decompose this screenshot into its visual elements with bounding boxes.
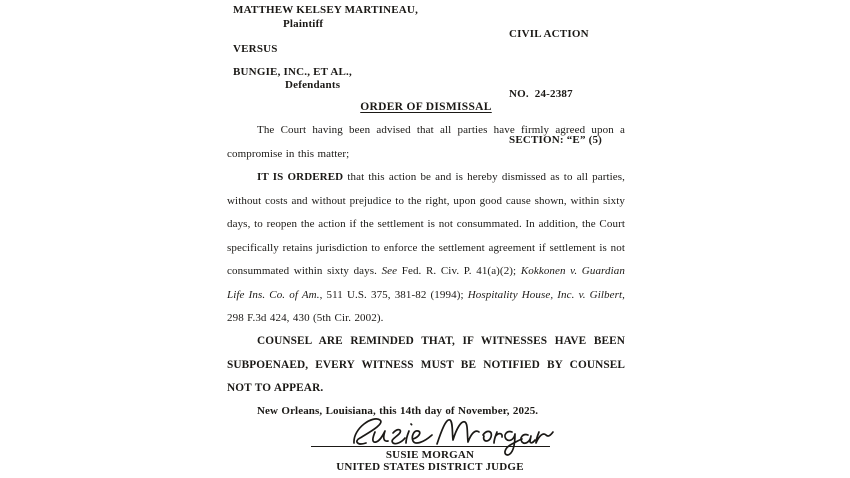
defendant-name: BUNGIE, INC., ET AL., <box>233 66 352 78</box>
case-name-kokkonen: Kokkonen v. Guardian Life Ins. Co. of Am. <box>227 265 625 301</box>
paragraph-order <box>227 166 625 331</box>
order-body-text: that this action be and is hereby dismissed as to all parties, without costs and without prejudice to the right, upon good cause shown, within sixty days, to reopen the action if the settlement is not consummated. In addition, the Court specifically retains jurisdiction to enforce the settlement agreement if settlement is not consummated within sixty days. <box>227 171 625 277</box>
order-lead-text: IT IS ORDERED <box>257 171 344 183</box>
dateline: New Orleans, Louisiana, this 14th day of November, 2025. <box>257 405 539 417</box>
paragraph-counsel-reminder: COUNSEL ARE REMINDED THAT, IF WITNESSES HAVE BEEN SUBPOENAED, EVERY WITNESS MUST BE NOTIFIED BY COUNSEL NOT TO APPEAR. <box>227 335 625 394</box>
see-signal: See <box>381 265 398 277</box>
defendant-role: Defendants <box>285 79 341 91</box>
versus-label: VERSUS <box>233 43 278 55</box>
case-caption-parties <box>233 4 418 91</box>
plaintiff-name: MATTHEW KELSEY MARTINEAU, <box>233 4 419 16</box>
signature-line <box>311 446 550 447</box>
citation-kokkonen-reporter: , 511 U.S. 375, 381-82 (1994); <box>319 288 468 301</box>
case-name-hospitality: Hospitality House, Inc. v. Gilbert <box>467 288 623 301</box>
case-number: NO. 24-2387 <box>509 88 573 100</box>
citation-hospitality-reporter: , 298 F.3d 424, 430 (5th Cir. 2002). <box>227 288 625 324</box>
civil-action-label: CIVIL ACTION <box>509 28 589 40</box>
signature-block <box>300 449 560 473</box>
section-label: SECTION: “E” (5) <box>509 134 603 146</box>
judge-title: UNITED STATES DISTRICT JUDGE <box>336 461 524 473</box>
citation-frcp: Fed. R. Civ. P. 41(a)(2); <box>397 265 521 277</box>
plaintiff-role: Plaintiff <box>283 18 324 30</box>
order-title: ORDER OF DISMISSAL <box>360 101 492 113</box>
paragraph-compromise: The Court having been advised that all parties have firmly agreed upon a compromise in this matter; <box>227 124 625 160</box>
judge-name: SUSIE MORGAN <box>385 449 475 461</box>
